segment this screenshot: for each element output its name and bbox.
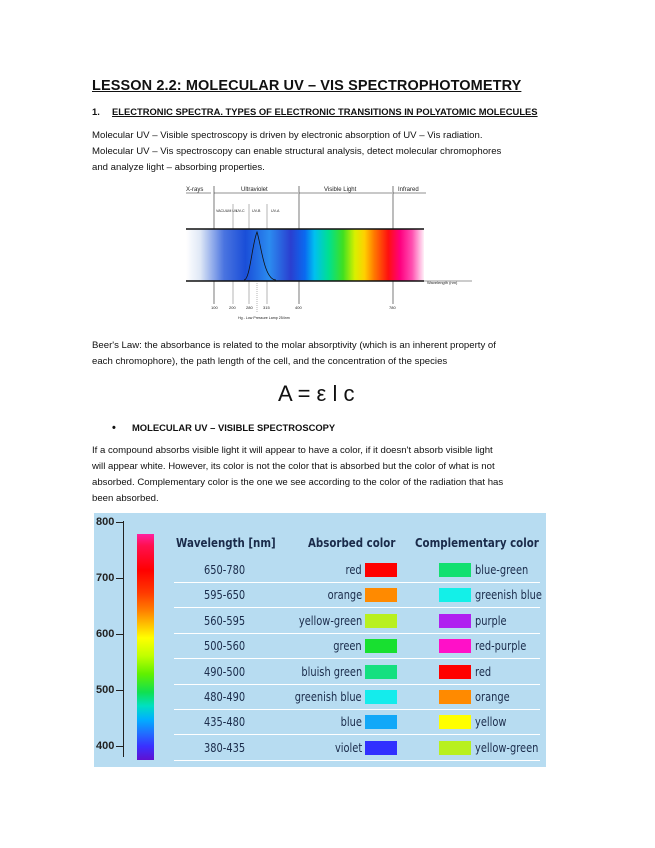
table-row	[174, 710, 540, 735]
wavelength-color-bar	[137, 534, 154, 760]
row-wavelength: 500-560	[204, 639, 246, 654]
sub-uvb: UV-B	[252, 209, 261, 213]
paragraph-line: will appear white. However, its color is not the color that is absorbed but the color of what is not	[92, 461, 495, 472]
row-complementary-color: yellow-green	[475, 740, 539, 755]
row-complementary-color: yellow	[475, 715, 507, 730]
header-wavelength: Wavelength [nm]	[176, 535, 276, 550]
absorbed-swatch	[365, 588, 397, 602]
row-divider	[174, 760, 540, 761]
region-uv: Ultraviolet	[241, 187, 268, 193]
paragraph-line: each chromophore), the path length of the cell, and the concentration of the species	[92, 356, 448, 367]
sub-vacuum: VACUUM UV	[216, 209, 238, 213]
row-complementary-color: red-purple	[475, 639, 527, 654]
absorbed-swatch	[365, 741, 397, 755]
tick-100: 100	[211, 305, 218, 310]
row-wavelength: 480-490	[204, 690, 246, 704]
electromagnetic-spectrum-figure	[186, 184, 474, 330]
table-row	[174, 685, 540, 710]
row-complementary-color: orange	[475, 690, 510, 704]
table-row	[174, 660, 540, 685]
table-row	[174, 583, 540, 608]
row-wavelength: 560-595	[204, 613, 246, 628]
tick-315: 315	[263, 305, 270, 310]
row-complementary-color: blue-green	[475, 563, 529, 577]
row-wavelength: 650-780	[204, 563, 246, 577]
absorbed-swatch	[365, 563, 397, 577]
scale-label-800: 800	[96, 516, 115, 528]
row-absorbed-color: violet	[334, 740, 362, 755]
row-absorbed-color: yellow-green	[298, 613, 362, 628]
header-complementary: Complementary color	[415, 535, 539, 550]
absorbed-swatch	[365, 614, 397, 628]
row-absorbed-color: green	[333, 639, 362, 654]
beers-law-formula: A = ε l c	[278, 381, 355, 406]
lesson-title: LESSON 2.2: MOLECULAR UV – VIS SPECTROPHOTOMETRY	[92, 78, 522, 94]
color-table-figure	[94, 513, 546, 767]
paragraph-line: Beer's Law: the absorbance is related to the molar absorptivity (which is an inherent property of	[92, 340, 496, 351]
complementary-swatch	[439, 614, 471, 628]
row-absorbed-color: blue	[340, 715, 362, 730]
scale-tick-800	[116, 522, 123, 523]
scale-tick-600	[116, 634, 123, 635]
row-complementary-color: greenish blue	[475, 588, 542, 603]
bullet-dot-icon: •	[112, 422, 116, 434]
lamp-note: Hg - Low Pressure Lamp 254nm	[238, 316, 290, 320]
table-row	[174, 736, 540, 761]
row-wavelength: 490-500	[204, 664, 246, 679]
scale-label-400: 400	[96, 740, 115, 752]
paragraph-line: and analyze light – absorbing properties.	[92, 162, 265, 173]
complementary-swatch	[439, 665, 471, 679]
paragraph-line: absorbed. Complementary color is the one we see according to the color of the radiation that has	[92, 477, 504, 488]
sub-uva: UV-A	[271, 209, 280, 213]
row-absorbed-color: orange	[327, 588, 362, 603]
absorbed-swatch	[365, 665, 397, 679]
region-ir: Infrared	[398, 187, 419, 193]
paragraph-line: been absorbed.	[92, 493, 159, 504]
complementary-swatch	[439, 690, 471, 704]
color-paragraph	[92, 443, 562, 507]
tick-200: 200	[229, 305, 236, 310]
row-complementary-color: purple	[475, 613, 507, 628]
region-visible: Visible Light	[324, 187, 357, 193]
complementary-swatch	[439, 588, 471, 602]
bullet-title: MOLECULAR UV – VISIBLE SPECTROSCOPY	[132, 422, 336, 433]
scale-tick-700	[116, 578, 123, 579]
bullet-heading	[112, 422, 335, 434]
tick-400: 400	[295, 305, 302, 310]
scale-label-700: 700	[96, 572, 115, 584]
absorbed-swatch	[365, 639, 397, 653]
section-number: 1.	[92, 106, 100, 117]
paragraph-line: If a compound absorbs visible light it will appear to have a color, if it doesn't absorb visible light	[92, 445, 493, 456]
row-absorbed-color: bluish green	[301, 664, 362, 679]
section-heading	[92, 106, 538, 117]
table-row	[174, 558, 540, 583]
complementary-swatch	[439, 639, 471, 653]
row-absorbed-color: red	[345, 563, 362, 577]
scale-label-600: 600	[96, 628, 115, 640]
sub-uvc: UV-C	[236, 209, 245, 213]
table-row	[174, 634, 540, 659]
row-wavelength: 435-480	[204, 715, 246, 730]
intro-paragraph	[92, 128, 562, 176]
paragraph-line: Molecular UV – Vis spectroscopy can enable structural analysis, detect molecular chromophores	[92, 146, 502, 157]
scale-label-500: 500	[96, 684, 115, 696]
paragraph-line: Molecular UV – Visible spectroscopy is driven by electronic absorption of UV – Vis radiation.	[92, 130, 483, 141]
scale-tick-400	[116, 746, 123, 747]
tick-280: 280	[246, 305, 253, 310]
row-complementary-color: red	[475, 664, 492, 679]
table-row	[174, 609, 540, 634]
row-wavelength: 595-650	[204, 588, 246, 603]
complementary-swatch	[439, 563, 471, 577]
complementary-swatch	[439, 741, 471, 755]
scale-tick-500	[116, 690, 123, 691]
beers-law-paragraph	[92, 338, 562, 370]
spectrum-band	[186, 229, 424, 281]
header-absorbed: Absorbed color	[308, 535, 396, 550]
wavelength-scale-axis	[123, 521, 124, 757]
absorbed-swatch	[365, 715, 397, 729]
row-absorbed-color: greenish blue	[295, 690, 362, 704]
section-title: ELECTRONIC SPECTRA. TYPES OF ELECTRONIC TRANSITIONS IN POLYATOMIC MOLECULES	[112, 106, 538, 117]
complementary-swatch	[439, 715, 471, 729]
absorbed-swatch	[365, 690, 397, 704]
region-xrays: X-rays	[186, 187, 204, 193]
wavelength-axis-label: Wavelength (nm)	[427, 280, 458, 285]
tick-780: 780	[389, 305, 396, 310]
row-wavelength: 380-435	[204, 740, 246, 755]
